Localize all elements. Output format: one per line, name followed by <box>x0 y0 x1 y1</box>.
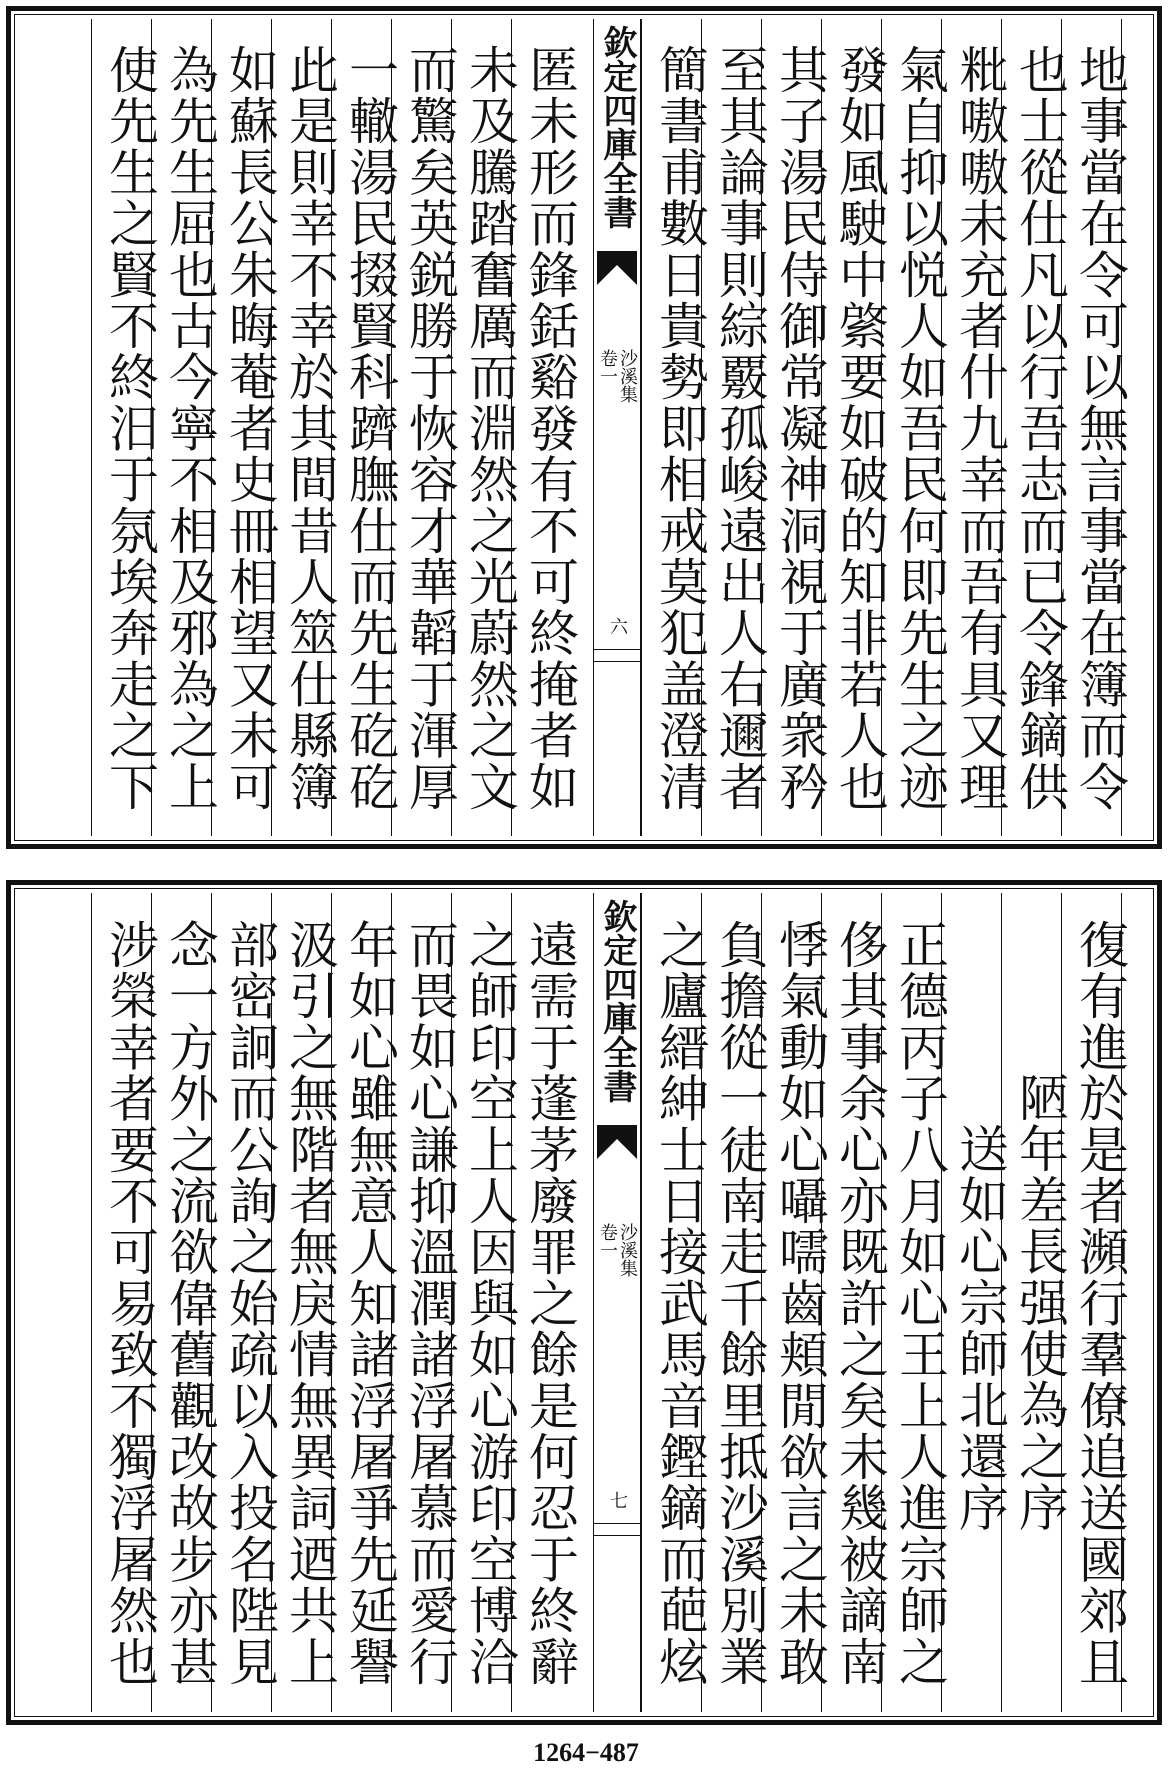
text-column: 也士從仕凡以行吾志而已令鋒鏑供 <box>1011 43 1069 812</box>
text-column: 氣自抑以悦人如吾民何即先生之迹 <box>891 43 949 812</box>
gutter-divider <box>594 661 640 662</box>
text-column: 涉榮幸者要不可易致不獨浮屠然也 <box>101 918 159 1687</box>
fish-tail-icon <box>597 1125 637 1159</box>
text-column: 一轍湯民掇賢科躋膴仕而先生矻矻 <box>341 43 399 812</box>
text-column: 發如風駛中綮要如破的知非若人也 <box>831 43 889 812</box>
text-column: 負擔從一徒南走千餘里抵沙溪別業 <box>711 918 769 1687</box>
gutter-page-number: 七 <box>607 1491 628 1509</box>
top-page-frame <box>6 6 1162 849</box>
text-column: 使先生之賢不終汨于氛埃奔走之下 <box>101 43 159 812</box>
center-gutter <box>593 893 641 1712</box>
text-column: 為先生屈也古今寧不相及邪為之上 <box>161 43 219 812</box>
text-column: 念一方外之流欲偉舊觀改故步亦甚 <box>161 918 219 1687</box>
column-rule <box>641 893 642 1712</box>
text-column: 遠需于蓬茅廢罪之餘是何忍于終辭 <box>521 918 579 1687</box>
center-gutter <box>593 19 641 836</box>
gutter-book-title: 沙溪集 <box>617 1223 638 1277</box>
text-column: 此是則幸不幸於其間昔人筮仕縣簿 <box>281 43 339 812</box>
text-column: 如蘇長公朱晦菴者史冊相望又未可 <box>221 43 279 812</box>
text-column: 侈其事余心亦既許之矣未幾被謫南 <box>831 918 889 1687</box>
gutter-header-title: 欽定四庫全書 <box>597 899 637 1103</box>
page-footer-code: 1264−487 <box>533 1738 639 1767</box>
text-column: 悸氣動如心囁嚅齒頬閒欲言之未敢 <box>771 918 829 1687</box>
column-rule <box>91 893 92 1712</box>
text-column: 正德丙子八月如心王上人進宗師之 <box>891 918 949 1687</box>
gutter-divider <box>594 649 640 650</box>
text-column: 簡書甫數日貴勢即相戒莫犯盖澄清 <box>651 43 709 812</box>
text-column: 匿未形而鋒銛谿發有不可終掩者如 <box>521 43 579 812</box>
gutter-volume: 卷一 <box>597 349 618 385</box>
text-column: 汲引之無階者無戾情無異詞迺共上 <box>281 918 339 1687</box>
text-column: 地事當在令可以無言事當在簿而令 <box>1071 43 1129 812</box>
text-column: 之廬縉紳士日接武馬音鏗鏑而葩炫 <box>651 918 709 1687</box>
gutter-page-number: 六 <box>607 617 628 635</box>
text-column: 送如心宗師北還序 <box>951 1072 1009 1533</box>
text-column: 年如心雖無意人知諸浮屠爭先延譽 <box>341 918 399 1687</box>
column-rule <box>91 19 92 836</box>
gutter-book-title: 沙溪集 <box>617 349 638 403</box>
column-rule <box>641 19 642 836</box>
text-column: 復有進於是者瀕行羣僚追送國郊且 <box>1071 918 1129 1687</box>
gutter-divider <box>594 1523 640 1524</box>
text-column: 而畏如心謙抑溫潤諸浮屠慕而愛行 <box>401 918 459 1687</box>
text-column: 而驚矣英鋭勝于恢容才華韜于渾厚 <box>401 43 459 812</box>
fish-tail-icon <box>597 251 637 285</box>
text-column: 其子湯民侍御常凝神洞視于廣衆矜 <box>771 43 829 812</box>
text-column: 部密詗而公詢之始疏以入投名陛見 <box>221 918 279 1687</box>
bottom-page-frame <box>6 880 1162 1725</box>
gutter-header-title: 欽定四庫全書 <box>597 25 637 229</box>
text-column: 之師印空上人因與如心游印空博洽 <box>461 918 519 1687</box>
text-column: 陋年差長强使為之序 <box>1011 1072 1069 1533</box>
gutter-volume: 卷一 <box>597 1223 618 1259</box>
text-column: 粃嗷嗷未充者什九幸而吾有具又理 <box>951 43 1009 812</box>
gutter-divider <box>594 1535 640 1536</box>
text-column: 至其論事則綜覈孤峻遠出人右邇者 <box>711 43 769 812</box>
text-column: 未及騰踏奮厲而淵然之光蔚然之文 <box>461 43 519 812</box>
